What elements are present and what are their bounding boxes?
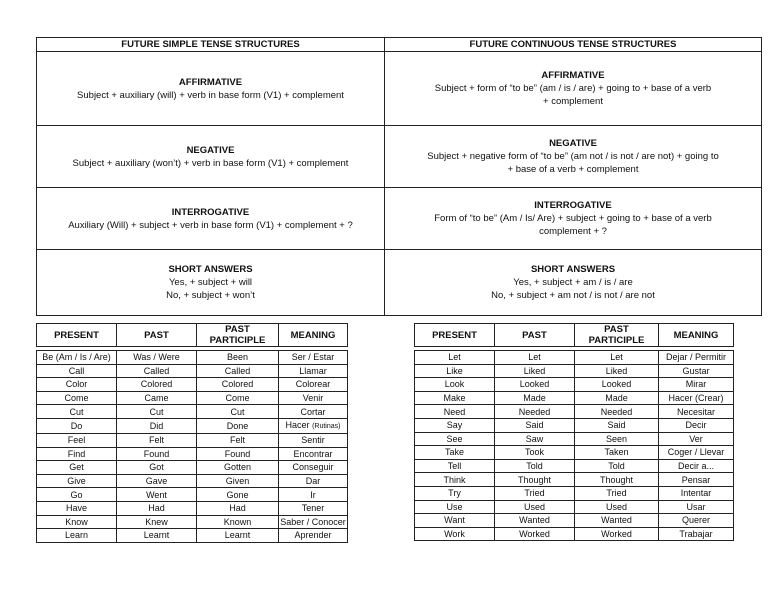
verb-row bbox=[37, 351, 348, 365]
present-cell: Make bbox=[415, 391, 495, 405]
verb-row bbox=[415, 486, 734, 500]
past-participle-cell: Said bbox=[575, 418, 659, 432]
structure-line: complement + ? bbox=[539, 226, 607, 237]
past-participle-cell: Told bbox=[575, 459, 659, 473]
meaning-cell: Aprender bbox=[279, 529, 348, 543]
meaning-cell: Decir bbox=[659, 418, 734, 432]
section-title: SHORT ANSWERS bbox=[530, 264, 616, 275]
past-cell: Tried bbox=[495, 486, 575, 500]
left-section-cell bbox=[37, 250, 385, 316]
structure-line: No, + subject + won’t bbox=[166, 290, 255, 301]
left-section-cell bbox=[37, 52, 385, 126]
past-cell: Knew bbox=[117, 515, 197, 529]
column-header: PAST PARTICIPLE bbox=[575, 324, 659, 347]
structure-line: Form of “to be” (Am / Is/ Are) + subject + going to + base of a verb bbox=[434, 213, 712, 224]
present-cell: Need bbox=[415, 405, 495, 419]
past-cell: Liked bbox=[495, 364, 575, 378]
verb-row bbox=[37, 433, 348, 447]
meaning-cell: Decir a... bbox=[659, 459, 734, 473]
verb-row bbox=[37, 378, 348, 392]
meaning-cell: Ver bbox=[659, 432, 734, 446]
meaning-cell: Llamar bbox=[279, 364, 348, 378]
past-cell: Needed bbox=[495, 405, 575, 419]
past-cell: Felt bbox=[117, 433, 197, 447]
present-cell: Call bbox=[37, 364, 117, 378]
past-participle-cell: Wanted bbox=[575, 514, 659, 528]
section-title: NEGATIVE bbox=[549, 138, 597, 149]
past-cell: Wanted bbox=[495, 514, 575, 528]
present-cell: Know bbox=[37, 515, 117, 529]
section-title: SHORT ANSWERS bbox=[168, 264, 253, 275]
present-cell: Give bbox=[37, 474, 117, 488]
past-participle-cell: Been bbox=[197, 351, 279, 365]
past-participle-cell: Thought bbox=[575, 473, 659, 487]
past-participle-cell: Gone bbox=[197, 488, 279, 502]
past-cell: Came bbox=[117, 391, 197, 405]
structure-line: Yes, + subject + will bbox=[168, 277, 253, 288]
past-cell: Saw bbox=[495, 432, 575, 446]
present-cell: Tell bbox=[415, 459, 495, 473]
past-cell: Said bbox=[495, 418, 575, 432]
verb-row bbox=[415, 459, 734, 473]
meaning-cell: Ir bbox=[279, 488, 348, 502]
past-participle-cell: Felt bbox=[197, 433, 279, 447]
meaning-cell: Venir bbox=[279, 391, 348, 405]
structure-line: No, + subject + am not / is not / are not bbox=[491, 290, 655, 301]
past-participle-cell: Found bbox=[197, 447, 279, 461]
verb-row bbox=[415, 432, 734, 446]
past-participle-cell: Needed bbox=[575, 405, 659, 419]
past-participle-cell: Had bbox=[197, 501, 279, 515]
left-section-cell bbox=[37, 126, 385, 188]
verb-row bbox=[37, 529, 348, 543]
verbs-left-table bbox=[36, 350, 348, 543]
verb-row bbox=[415, 351, 734, 365]
right-section-cell bbox=[385, 188, 762, 250]
present-cell: Use bbox=[415, 500, 495, 514]
verb-row bbox=[415, 391, 734, 405]
present-cell: Come bbox=[37, 391, 117, 405]
column-header: PAST bbox=[495, 324, 575, 347]
tense-section-row bbox=[37, 188, 762, 250]
past-participle-cell: Called bbox=[197, 364, 279, 378]
past-cell: Gave bbox=[117, 474, 197, 488]
past-cell: Looked bbox=[495, 378, 575, 392]
meaning-cell: Ser / Estar bbox=[279, 351, 348, 365]
section-title: AFFIRMATIVE bbox=[178, 76, 243, 88]
tense-section-row bbox=[37, 250, 762, 316]
present-cell: Do bbox=[37, 418, 117, 433]
past-participle-cell: Learnt bbox=[197, 529, 279, 543]
column-header: PAST PARTICIPLE bbox=[197, 324, 279, 347]
present-cell: Have bbox=[37, 501, 117, 515]
past-participle-cell: Taken bbox=[575, 446, 659, 460]
present-cell: Go bbox=[37, 488, 117, 502]
structure-line: Subject + negative form of “to be” (am not / is not / are not) + going to bbox=[427, 151, 719, 162]
verb-row bbox=[37, 474, 348, 488]
meaning-cell: Cortar bbox=[279, 405, 348, 419]
verb-row bbox=[415, 514, 734, 528]
present-cell: Think bbox=[415, 473, 495, 487]
past-cell: Had bbox=[117, 501, 197, 515]
meaning-cell: Mirar bbox=[659, 378, 734, 392]
meaning-cell: Dar bbox=[279, 474, 348, 488]
section-title: INTERROGATIVE bbox=[534, 200, 612, 211]
verb-row bbox=[37, 405, 348, 419]
structure-line: Subject + form of “to be” (am / is / are) + going to + base of a verb bbox=[434, 83, 712, 94]
past-participle-cell: Known bbox=[197, 515, 279, 529]
past-cell: Learnt bbox=[117, 529, 197, 543]
verb-row bbox=[415, 446, 734, 460]
meaning-cell: Saber / Conocer bbox=[280, 516, 346, 527]
present-cell: Like bbox=[415, 364, 495, 378]
column-header: MEANING bbox=[279, 324, 348, 347]
meaning-cell: Necesitar bbox=[659, 405, 734, 419]
verb-row bbox=[37, 488, 348, 502]
verb-row bbox=[37, 447, 348, 461]
verbs-right-header-row bbox=[415, 324, 734, 347]
meaning-cell: Encontrar bbox=[279, 447, 348, 461]
present-cell: Get bbox=[37, 461, 117, 475]
verbs-left-header-row bbox=[37, 324, 348, 347]
section-title: NEGATIVE bbox=[186, 144, 235, 156]
meaning-cell: Coger / Llevar bbox=[659, 446, 734, 460]
past-participle-cell: Looked bbox=[575, 378, 659, 392]
past-cell: Used bbox=[495, 500, 575, 514]
verbs-right-header bbox=[414, 323, 734, 347]
past-cell: Got bbox=[117, 461, 197, 475]
present-cell: Say bbox=[415, 418, 495, 432]
meaning-cell: Tener bbox=[279, 501, 348, 515]
past-participle-cell: Worked bbox=[575, 527, 659, 541]
past-participle-cell: Cut bbox=[197, 405, 279, 419]
past-cell: Made bbox=[495, 391, 575, 405]
past-cell: Let bbox=[495, 351, 575, 365]
column-header: PRESENT bbox=[37, 324, 117, 347]
left-section-cell bbox=[37, 188, 385, 250]
present-cell: Let bbox=[415, 351, 495, 365]
past-cell: Found bbox=[117, 447, 197, 461]
meaning-text: Hacer bbox=[285, 419, 310, 430]
past-participle-cell: Made bbox=[575, 391, 659, 405]
past-participle-cell: Gotten bbox=[197, 461, 279, 475]
present-cell: Look bbox=[415, 378, 495, 392]
verb-row bbox=[415, 364, 734, 378]
meaning-cell: Trabajar bbox=[659, 527, 734, 541]
past-cell: Worked bbox=[495, 527, 575, 541]
past-cell: Called bbox=[117, 364, 197, 378]
present-cell: Color bbox=[37, 378, 117, 392]
present-cell: Learn bbox=[37, 529, 117, 543]
meaning-cell: Usar bbox=[659, 500, 734, 514]
past-participle-cell: Let bbox=[575, 351, 659, 365]
verb-row bbox=[415, 405, 734, 419]
present-cell: See bbox=[415, 432, 495, 446]
structure-line: Subject + auxiliary (will) + verb in base form (V1) + complement bbox=[77, 89, 344, 101]
meaning-cell: Intentar bbox=[659, 486, 734, 500]
right-section-cell bbox=[385, 52, 762, 126]
verb-row bbox=[415, 473, 734, 487]
future-simple-header: FUTURE SIMPLE TENSE STRUCTURES bbox=[37, 38, 385, 52]
past-cell: Took bbox=[495, 446, 575, 460]
tense-structures-table bbox=[36, 37, 762, 316]
section-title: INTERROGATIVE bbox=[171, 206, 250, 218]
structure-line: Auxiliary (Will) + subject + verb in base form (V1) + complement + ? bbox=[68, 219, 353, 231]
past-cell: Went bbox=[117, 488, 197, 502]
verb-row bbox=[37, 364, 348, 378]
past-cell: Was / Were bbox=[117, 351, 197, 365]
past-participle-cell: Liked bbox=[575, 364, 659, 378]
present-cell: Find bbox=[37, 447, 117, 461]
past-participle-cell: Tried bbox=[575, 486, 659, 500]
right-section-cell bbox=[385, 250, 762, 316]
verb-row bbox=[37, 418, 348, 433]
present-cell: Take bbox=[415, 446, 495, 460]
meaning-cell: Querer bbox=[659, 514, 734, 528]
meaning-cell: Gustar bbox=[659, 364, 734, 378]
past-cell: Cut bbox=[117, 405, 197, 419]
meaning-cell: Pensar bbox=[659, 473, 734, 487]
structure-line: Yes, + subject + am / is / are bbox=[513, 277, 633, 288]
meaning-cell: Hacer (Crear) bbox=[659, 391, 734, 405]
verb-row bbox=[37, 391, 348, 405]
present-cell: Feel bbox=[37, 433, 117, 447]
column-header: PAST bbox=[117, 324, 197, 347]
meaning-cell: Conseguir bbox=[279, 461, 348, 475]
section-title: AFFIRMATIVE bbox=[541, 70, 605, 81]
meaning-cell: Dejar / Permitir bbox=[659, 351, 734, 365]
past-participle-cell: Come bbox=[197, 391, 279, 405]
verb-row bbox=[37, 501, 348, 515]
verb-row bbox=[415, 418, 734, 432]
present-cell: Work bbox=[415, 527, 495, 541]
past-cell: Told bbox=[495, 459, 575, 473]
verb-row bbox=[37, 461, 348, 475]
column-header: PRESENT bbox=[415, 324, 495, 347]
structure-line: + base of a verb + complement bbox=[507, 164, 639, 175]
present-cell: Try bbox=[415, 486, 495, 500]
verb-row bbox=[415, 378, 734, 392]
verb-row bbox=[415, 527, 734, 541]
past-cell: Did bbox=[117, 418, 197, 433]
verb-row bbox=[415, 500, 734, 514]
present-cell: Be (Am / Is / Are) bbox=[37, 351, 117, 365]
past-participle-cell: Seen bbox=[575, 432, 659, 446]
meaning-cell: Colorear bbox=[279, 378, 348, 392]
verbs-left-header bbox=[36, 323, 348, 347]
tense-section-row bbox=[37, 52, 762, 126]
present-cell: Cut bbox=[37, 405, 117, 419]
verb-row bbox=[37, 515, 348, 529]
future-continuous-header: FUTURE CONTINUOUS TENSE STRUCTURES bbox=[385, 38, 762, 52]
tense-header-row bbox=[37, 38, 762, 52]
past-participle-cell: Given bbox=[197, 474, 279, 488]
structure-line: + complement bbox=[543, 96, 603, 107]
past-participle-cell: Used bbox=[575, 500, 659, 514]
right-section-cell bbox=[385, 126, 762, 188]
tense-section-row bbox=[37, 126, 762, 188]
past-participle-cell: Done bbox=[197, 418, 279, 433]
meaning-cell: Sentir bbox=[279, 433, 348, 447]
verbs-right-table bbox=[414, 350, 734, 541]
meaning-note: (Rutinas) bbox=[312, 422, 341, 430]
present-cell: Want bbox=[415, 514, 495, 528]
past-cell: Colored bbox=[117, 378, 197, 392]
structure-line: Subject + auxiliary (won’t) + verb in base form (V1) + complement bbox=[72, 157, 349, 169]
column-header: MEANING bbox=[659, 324, 734, 347]
past-participle-cell: Colored bbox=[197, 378, 279, 392]
meaning-cell bbox=[279, 418, 348, 433]
past-cell: Thought bbox=[495, 473, 575, 487]
